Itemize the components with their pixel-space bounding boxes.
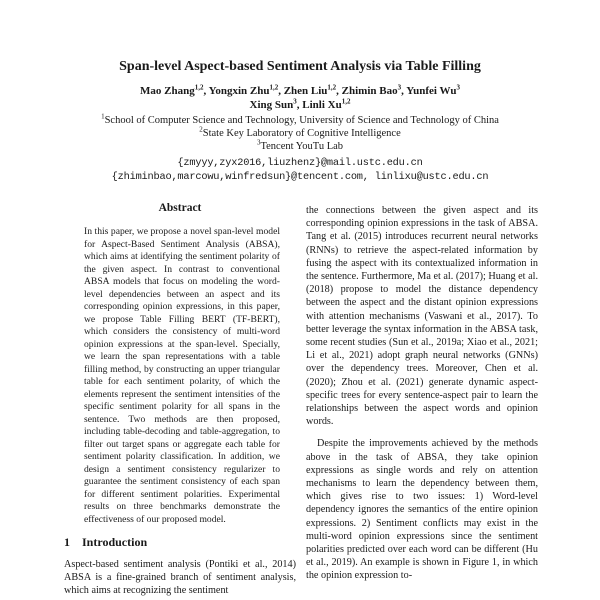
author-sup: 1,2 <box>327 83 337 92</box>
affiliation-sup: 1 <box>101 112 105 121</box>
right-column-paragraph-1: the connections between the given aspect and its corresponding opinion expressions in the task of ABSA. Tang et al. (2015) introduces recurrent neural networks (RNNs) to retrieve the aspect-related information by fusing the aspect with its contextualized information in the sentence. Furthermore, Ma et al. (2017); Huang et al. (2018) propose to model the distance dependency between the aspect and the distant opinion expressions with attention mechanisms (Vaswani et al., 2017). To better leverage the syntax information in the ABSA task, some recent studies (Sun et al., 2019a; Xiao et al., 2021; Li et al., 2021) adopt graph neural networks (GNNs) over the dependency trees. Moreover, Chen et al. (2020); Zhou et al. (2021) generate dynamic aspect-specific trees for every sentence-aspect pair to learn the relationships between the aspect words and opinion words. <box>306 205 538 428</box>
author-name: Yongxin Zhu <box>208 85 270 97</box>
section-title: Introduction <box>82 535 148 549</box>
author-name: Mao Zhang <box>140 85 195 97</box>
affiliation-text: Tencent YouTu Lab <box>260 141 344 152</box>
affiliation-sup: 2 <box>199 125 203 134</box>
author-sup: 3 <box>456 83 460 92</box>
intro-paragraph: Aspect-based sentiment analysis (Pontiki et al., 2014) ABSA is a fine-grained branch of sentiment analysis, which aims at recognizing the sentiment <box>64 559 296 597</box>
author-sup: 1,2 <box>194 83 204 92</box>
author-name: Xing Sun <box>249 99 294 111</box>
right-column-paragraph-2: Despite the improvements achieved by the methods above in the task of ABSA, they take opinion expressions as single words and rely on attention mechanisms to learn the dependency between them, which gives rise to two issues: 1) Word-level dependency ignores the semantics of the entire opinion expressions. 2) Sentiment conflicts may exist in the multi-word opinion expressions since the sentiment polarities predicted over each word can be different (Hu et al., 2019). An example is shown in Figure 1, in which the opinion expression to- <box>306 438 538 582</box>
author-sup: 1,2 <box>269 83 279 92</box>
email-line-1: {zmyyy,zyx2016,liuzhenz}@mail.ustc.edu.cn <box>177 157 423 169</box>
author-sup: 3 <box>397 83 402 92</box>
section-number: 1 <box>64 535 70 549</box>
author-name: Zhen Liu <box>283 85 328 97</box>
author-block <box>30 84 570 112</box>
paper-title: Span-level Aspect-based Sentiment Analysis via Table Filling <box>119 59 481 74</box>
affiliation-text: State Key Laboratory of Cognitive Intelligence <box>202 128 401 139</box>
abstract-text: In this paper, we propose a novel span-level model for Aspect-Based Sentiment Analysis (ABSA), which aims at identifying the sentiment polarity of the given aspect. In contrast to conventional ABSA models that focus on modeling the word-level dependencies between an aspect and its corresponding opinion expressions, in this paper, we propose Table Filling BERT (TF-BERT), which considers the consistency of multi-word opinion expressions at the span-level. Specially, we learn the span representations with a table filling method, by constructing an upper triangular table for each sentiment polarity, of which the elements represent the sentiment intensities of the specific sentiment polarity for all spans in the sentence. Two methods are then proposed, including table-decoding and table-aggregation, to filter out target spans or aggregate each table for sentiment polarity classification. In addition, we design a sentiment consistency regularizer to guarantee the sentiment consistency of each span for different sentiment polarities. Experimental results on three benchmarks demonstrate the effectiveness of our proposed model. <box>84 226 280 525</box>
left-column <box>64 201 296 598</box>
affiliation-text: School of Computer Science and Technology, University of Science and Technology of China <box>104 115 499 126</box>
affiliation-line-2 <box>20 127 580 140</box>
affiliation-block <box>20 114 580 153</box>
right-column <box>306 201 538 598</box>
email-block <box>10 157 590 184</box>
author-name: Zhimin Bao <box>341 85 398 97</box>
author-line-1: Mao Zhang$^{1,2}$, Yongxin Zhu$^{1,2}$, Zhen Liu$^{1,2}$, Zhimin Bao$^3$, Yunfei Wu$^3$ <box>140 83 460 97</box>
author-name: Linli Xu <box>302 99 342 111</box>
affiliation-line-3 <box>20 140 580 153</box>
author-sup: 1,2 <box>341 97 351 106</box>
author-sup: 3 <box>293 97 297 106</box>
author-name: Yunfei Wu <box>406 85 457 97</box>
email-line-2: {zhiminbao,marcowu,winfredsun}@tencent.com, linlixu@ustc.edu.cn <box>111 170 489 183</box>
affiliation-line-1 <box>20 114 580 127</box>
section-heading-introduction <box>64 535 296 549</box>
abstract-heading: Abstract <box>158 202 202 214</box>
affiliation-sup: 3 <box>256 138 261 147</box>
two-column-body <box>64 201 538 598</box>
author-line-2: Xing Sun$^3$, Linli Xu$^{1,2}$ <box>249 97 351 111</box>
